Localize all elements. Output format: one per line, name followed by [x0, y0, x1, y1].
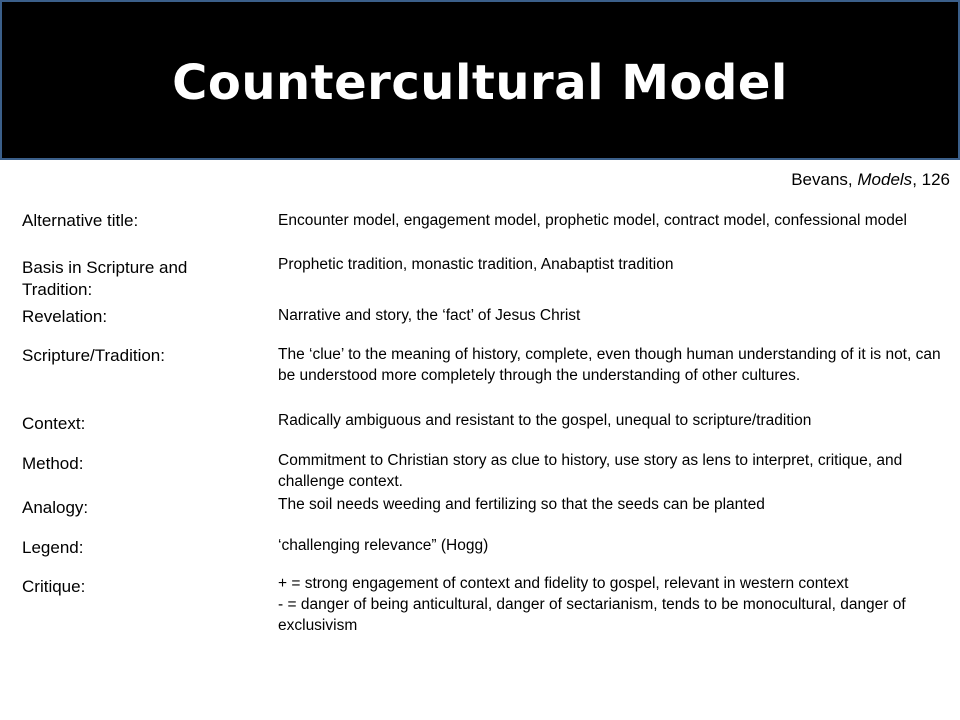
label-context: Context: — [22, 414, 86, 433]
label-method: Method: — [22, 454, 84, 473]
citation-page: , 126 — [912, 170, 950, 189]
label-scripture-tradition: Scripture/Tradition: — [22, 346, 165, 365]
value-legend: ‘challenging relevance” (Hogg) — [278, 537, 489, 554]
title-banner — [0, 0, 960, 160]
critique-positive: + = strong engagement of context and fidelity to gospel, relevant in western context — [278, 575, 849, 592]
critique-negative: - = danger of being anticultural, danger of sectarianism, tends to be monocultural, danger of exclusivism — [278, 596, 906, 634]
citation — [791, 170, 950, 190]
citation-author: Bevans, — [791, 170, 858, 189]
label-critique: Critique: — [22, 577, 86, 596]
value-alternative-title: Encounter model, engagement model, prophetic model, contract model, confessional model — [278, 212, 907, 229]
label-legend: Legend: — [22, 538, 84, 557]
slide-title: Countercultural Model — [172, 55, 788, 111]
label-basis: Basis in Scripture and Tradition: — [22, 258, 188, 299]
label-alternative-title: Alternative title: — [22, 211, 139, 230]
label-revelation: Revelation: — [22, 307, 108, 326]
citation-work: Models — [857, 170, 913, 189]
value-method: Commitment to Christian story as clue to history, use story as lens to interpret, critique, and challenge context. — [278, 452, 903, 490]
value-basis: Prophetic tradition, monastic tradition, Anabaptist tradition — [278, 256, 674, 273]
value-analogy: The soil needs weeding and fertilizing so that the seeds can be planted — [278, 496, 765, 513]
value-context: Radically ambiguous and resistant to the gospel, unequal to scripture/tradition — [278, 412, 812, 429]
label-analogy: Analogy: — [22, 498, 89, 517]
value-scripture-tradition: The ‘clue’ to the meaning of history, complete, even though human understanding of it is not, can be understood more completely through the understanding of other cultures. — [278, 346, 941, 384]
value-revelation: Narrative and story, the ‘fact’ of Jesus Christ — [278, 307, 581, 324]
value-critique — [278, 573, 954, 636]
